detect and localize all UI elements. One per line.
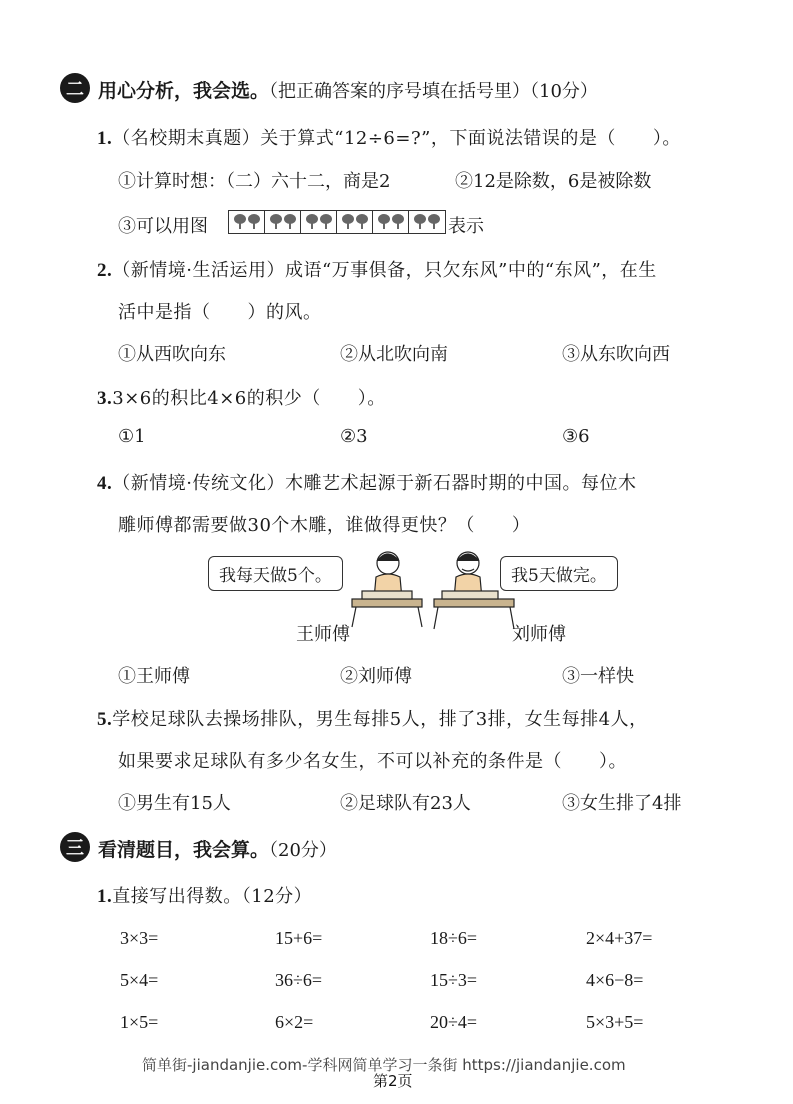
calc-item: 36÷6=	[275, 970, 323, 990]
option-a[interactable]: ①王师傅	[118, 666, 190, 687]
calc-item: 15+6=	[275, 928, 323, 948]
woodcarver-illustration	[342, 547, 522, 639]
option-c[interactable]: ③女生排了4排	[562, 793, 682, 814]
question-number: 4.	[97, 473, 113, 494]
question-number: 1.	[97, 886, 113, 907]
question-2	[97, 256, 657, 282]
option-a[interactable]: ①计算时想：（二）六十二，商是2	[118, 171, 391, 192]
option-a[interactable]: ①从西吹向东	[118, 344, 226, 365]
question-number: 3.	[97, 388, 113, 409]
section-header-3	[98, 835, 337, 862]
calc-item: 15÷3=	[430, 970, 478, 990]
calc-question-1	[97, 882, 312, 908]
option-c[interactable]: ③6	[562, 426, 590, 447]
carver-right-icon	[434, 552, 514, 629]
option-a[interactable]: ①男生有15人	[118, 793, 231, 814]
question-2-line2: 活中是指（ ）的风。	[118, 302, 322, 323]
name-label-left: 王师傅	[296, 624, 350, 645]
option-b[interactable]: ②从北吹向南	[340, 344, 448, 365]
question-text: 直接写出得数。（12分）	[112, 886, 313, 907]
calc-item: 20÷4=	[430, 1012, 478, 1032]
option-b[interactable]: ②12是除数，6是被除数	[455, 171, 652, 192]
tree-icon	[301, 211, 337, 233]
question-5	[97, 705, 648, 731]
option-c[interactable]	[118, 212, 208, 238]
section-header-2	[98, 76, 598, 103]
tree-icon	[229, 211, 265, 233]
speech-bubble-left: 我每天做5个。	[208, 556, 343, 591]
calc-item: 6×2=	[275, 1012, 314, 1032]
question-4	[97, 469, 636, 495]
question-text: （新情境·生活运用）成语“万事俱备，只欠东风”中的“东风”，在生	[112, 260, 657, 281]
option-c[interactable]: ③一样快	[562, 666, 634, 687]
section-note-2: （把正确答案的序号填在括号里）（10分）	[269, 81, 598, 102]
calc-item: 5×4=	[120, 970, 159, 990]
page-number: 第2页	[373, 1072, 413, 1090]
option-c-suffix: 表示	[448, 216, 484, 237]
question-5-line2: 如果要求足球队有多少名女生，不可以补充的条件是（ ）。	[118, 751, 627, 772]
calc-item: 2×4+37=	[586, 928, 653, 948]
question-text: （新情境·传统文化）木雕艺术起源于新石器时期的中国。每位木	[112, 473, 637, 494]
question-4-line2: 雕师傅都需要做30个木雕，谁做得更快？（ ）	[118, 515, 531, 536]
tree-icon	[265, 211, 301, 233]
tree-diagram	[228, 210, 446, 234]
speech-bubble-right: 我5天做完。	[500, 556, 618, 591]
calc-item: 3×3=	[120, 928, 159, 948]
option-b[interactable]: ②3	[340, 426, 368, 447]
watermark-text: 简单街-jiandanjie.com-学科网简单学习一条街 https://jiandanjie.com	[142, 1056, 626, 1074]
name-label-right: 刘师傅	[512, 624, 566, 645]
option-a[interactable]: ①1	[118, 426, 146, 447]
carver-left-icon	[352, 552, 422, 627]
question-text: 3×6的积比4×6的积少（ ）。	[112, 388, 386, 409]
question-text: （名校期末真题）关于算式“12÷6=?”，下面说法错误的是（ ）。	[112, 128, 681, 149]
section-title-3: 看清题目，我会算。	[98, 839, 270, 861]
question-3	[97, 384, 386, 410]
section-badge-3: 三	[60, 832, 90, 862]
tree-icon	[337, 211, 373, 233]
calc-item: 1×5=	[120, 1012, 159, 1032]
section-title-2: 用心分析，我会选。	[98, 80, 270, 102]
question-number: 5.	[97, 709, 113, 730]
question-1	[97, 124, 681, 150]
question-number: 1.	[97, 128, 113, 149]
option-b[interactable]: ②足球队有23人	[340, 793, 471, 814]
section-badge-2: 二	[60, 73, 90, 103]
option-c[interactable]: ③从东吹向西	[562, 344, 670, 365]
calc-item: 5×3+5=	[586, 1012, 644, 1032]
calc-item: 18÷6=	[430, 928, 478, 948]
question-number: 2.	[97, 260, 113, 281]
calc-item: 4×6−8=	[586, 970, 644, 990]
option-c-prefix: ③可以用图	[118, 216, 208, 237]
question-text: 学校足球队去操场排队，男生每排5人，排了3排，女生每排4人，	[112, 709, 648, 730]
section-note-3: （20分）	[269, 840, 337, 861]
tree-icon	[409, 211, 445, 233]
tree-icon	[373, 211, 409, 233]
option-b[interactable]: ②刘师傅	[340, 666, 412, 687]
